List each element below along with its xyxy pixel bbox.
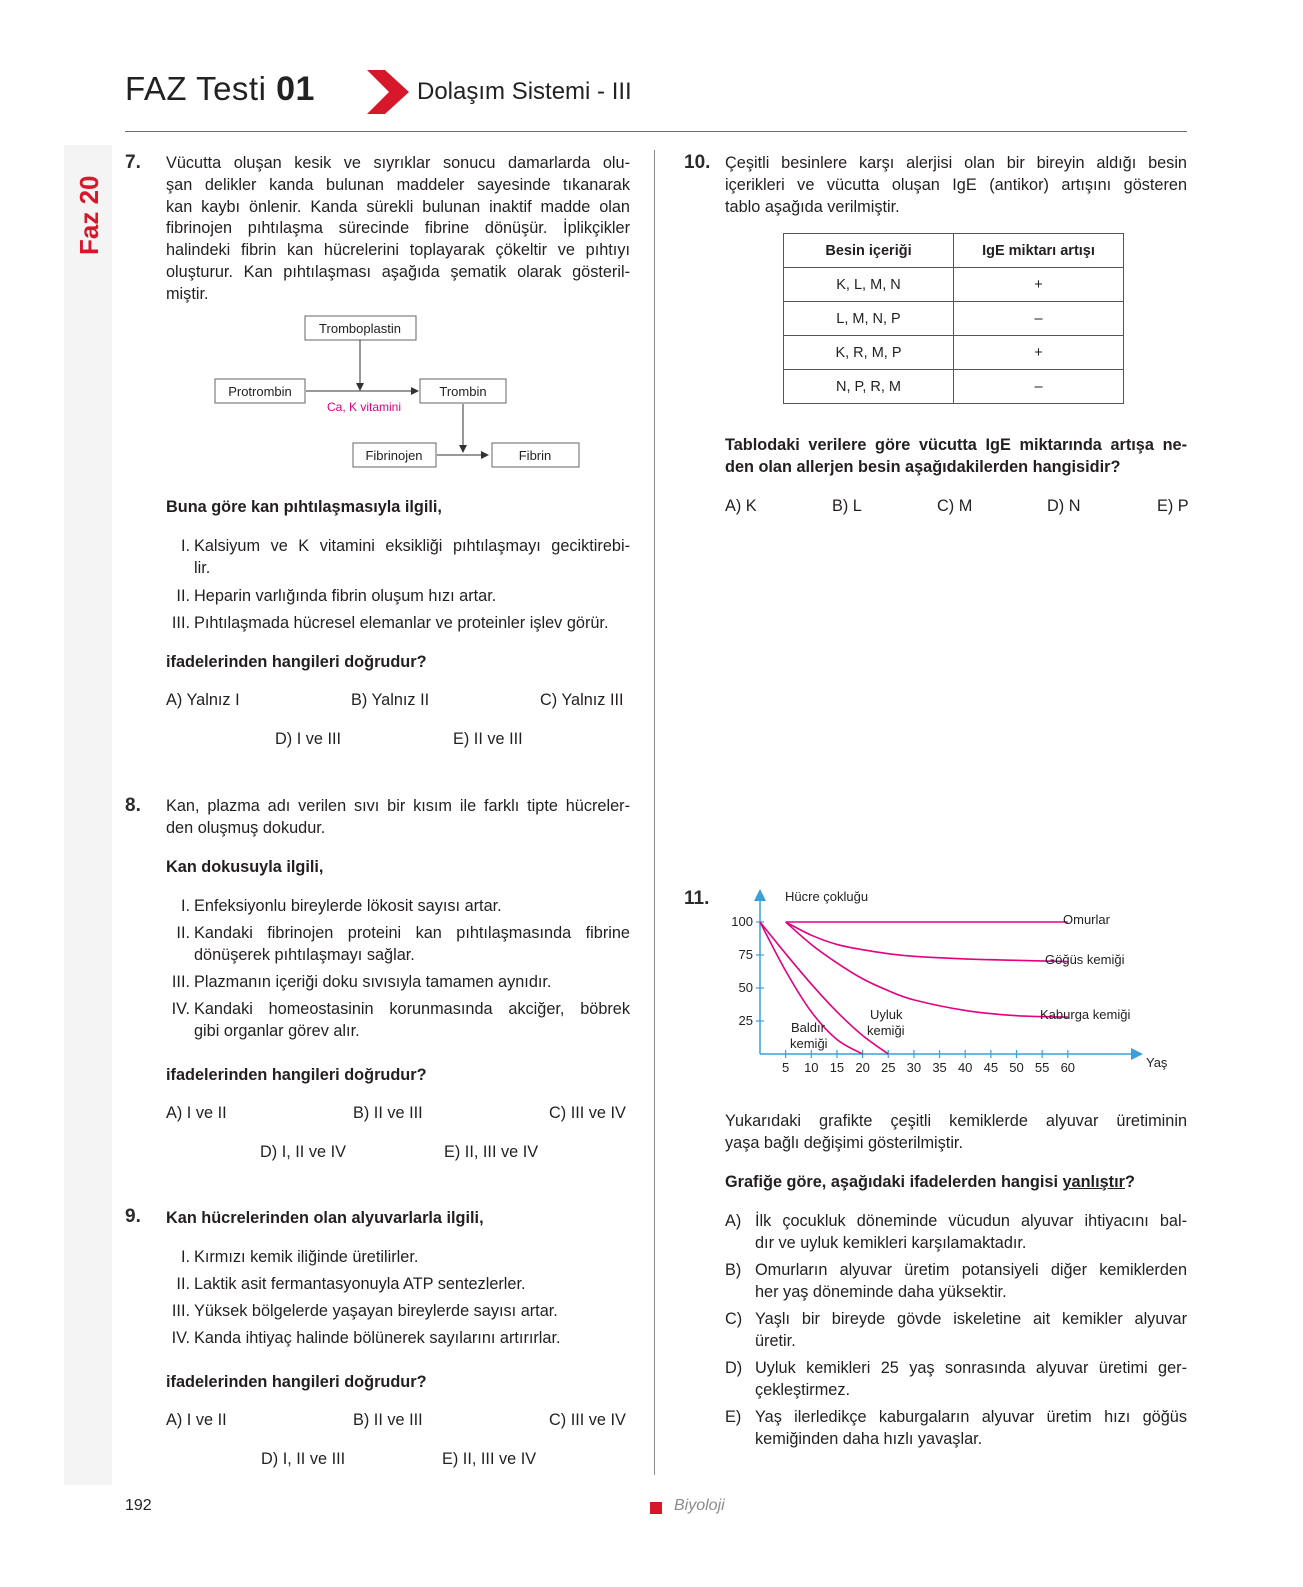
label-baldir-2: kemiği xyxy=(790,1036,828,1051)
q11-option-e[interactable] xyxy=(725,1407,1187,1451)
label-uyluk-1: Uyluk xyxy=(870,1007,903,1022)
x-tick-label: 15 xyxy=(829,1060,845,1075)
question-8-stem xyxy=(166,796,630,840)
statement-text: lir. xyxy=(194,558,211,577)
statement-numeral: I. xyxy=(180,897,190,915)
table-cell: L, M, N, P xyxy=(784,302,954,336)
label-uyluk-2: kemiği xyxy=(867,1023,905,1038)
y-tick-label: 75 xyxy=(738,947,753,962)
q11-option-c[interactable] xyxy=(725,1309,1187,1353)
statement-numeral: I. xyxy=(180,1248,190,1266)
q7-stem-line: oluşturur. Kan pıhtılaşması aşağıda şematik olarak gösteril- xyxy=(166,262,630,281)
q8-statement-1 xyxy=(180,896,630,918)
statement-numeral: II. xyxy=(176,924,190,942)
page-title xyxy=(125,70,315,109)
y-tick-label: 25 xyxy=(738,1013,753,1028)
q10-option-b[interactable]: B) L xyxy=(832,497,862,515)
option-letter: C) xyxy=(725,1310,743,1329)
q8-stem-line: Kan, plazma adı verilen sıvı bir kısım ile farklı tipte hücreler- xyxy=(166,797,630,815)
x-tick-label: 5 xyxy=(782,1060,790,1075)
statement-text: Plazmanın içeriği doku sıvısıyla tamamen aynıdır. xyxy=(194,973,552,991)
q9-statement-4 xyxy=(171,1328,630,1350)
q11-option-d[interactable] xyxy=(725,1358,1187,1402)
bone-rbc-chart xyxy=(731,884,1180,1089)
q7-option-d[interactable]: D) I ve III xyxy=(275,730,342,748)
q10-stem-line: Çeşitli besinlere karşı alerjisi olan bir bireyin aldığı besin xyxy=(725,154,1187,172)
question-9-prompt: Kan hücrelerinden olan alyuvarlarla ilgili, xyxy=(166,1209,484,1227)
label-baldir-1: Baldır xyxy=(791,1020,825,1035)
table-row xyxy=(784,336,1124,370)
q10-option-d[interactable]: D) N xyxy=(1047,497,1081,515)
q8-stem-line: den oluşmuş dokudur. xyxy=(166,818,326,837)
question-7-number: 7. xyxy=(125,152,141,173)
option-text: her yaş döneminde daha yüksektir. xyxy=(755,1282,1007,1301)
q9-option-a[interactable]: A) I ve II xyxy=(166,1411,227,1429)
table-cell: K, L, M, N xyxy=(784,268,954,302)
question-9-question: ifadelerinden hangileri doğrudur? xyxy=(166,1373,427,1391)
faz-20-badge xyxy=(72,150,106,260)
statement-text: Kandaki fibrinojen proteini kan pıhtılaşmasında fibrine xyxy=(194,924,630,942)
q11-option-b[interactable] xyxy=(725,1260,1187,1304)
statement-text: Laktik asit fermantasyonuyla ATP sentezlerler. xyxy=(194,1275,526,1293)
q8-statement-2 xyxy=(176,923,630,967)
title-number: 01 xyxy=(276,70,315,108)
x-tick-label: 55 xyxy=(1034,1060,1050,1075)
question-7-prompt: Buna göre kan pıhtılaşmasıyla ilgili, xyxy=(166,498,442,516)
x-tick-label: 25 xyxy=(881,1060,896,1075)
q10-stem-line: tablo aşağıda verilmiştir. xyxy=(725,197,900,216)
statement-numeral: III. xyxy=(171,973,190,991)
q8-statement-3 xyxy=(171,972,630,994)
q8-option-a[interactable]: A) I ve II xyxy=(166,1104,227,1122)
question-9-number: 9. xyxy=(125,1206,141,1227)
header-divider xyxy=(125,131,1187,132)
question-10-question xyxy=(725,435,1187,479)
option-text: Omurların alyuvar üretim potansiyeli diğer kemiklerden xyxy=(755,1261,1187,1280)
side-label: Faz 20 xyxy=(74,175,104,255)
page-subtitle: Dolaşım Sistemi - III xyxy=(417,78,632,105)
question-8-prompt: Kan dokusuyla ilgili, xyxy=(166,858,324,876)
statement-text: Heparin varlığında fibrin oluşum hızı artar. xyxy=(194,587,497,605)
q7-stem-line: şan delikler kanda bulunan maddeler sayesinde tıkanarak xyxy=(166,175,630,194)
q9-statement-1 xyxy=(180,1247,630,1269)
statement-numeral: IV. xyxy=(171,1000,190,1018)
q9-option-c[interactable]: C) III ve IV xyxy=(549,1411,626,1429)
trombin-label: Trombin xyxy=(439,384,487,399)
fibrinojen-label: Fibrinojen xyxy=(365,448,423,463)
question-8-question: ifadelerinden hangileri doğrudur? xyxy=(166,1066,427,1084)
statement-text: gibi organlar görev alır. xyxy=(194,1021,360,1040)
option-text: İlk çocukluk döneminde vücudun alyuvar ihtiyacını bal- xyxy=(755,1212,1187,1230)
table-header-row xyxy=(784,234,1124,268)
q11-question-text: Grafiğe göre, aşağıdaki ifadelerden hangisi xyxy=(725,1173,1063,1191)
side-strip xyxy=(64,145,112,1485)
q7-option-b[interactable]: B) Yalnız II xyxy=(351,691,430,709)
q8-statement-4 xyxy=(171,999,630,1043)
x-tick-label: 20 xyxy=(855,1060,870,1075)
q7-stem-line: kan kaybı önlenir. Kanda sürekli bulunan inaktif madde olan xyxy=(166,197,630,216)
question-10-number: 10. xyxy=(684,152,711,173)
q7-statement-3 xyxy=(171,613,634,635)
fibrin-label: Fibrin xyxy=(518,448,552,463)
statement-text: dönüşerek pıhtılaşmayı sağlar. xyxy=(194,945,415,964)
table-cell: + xyxy=(954,336,1124,370)
statement-numeral: III. xyxy=(171,614,190,632)
table-cell: K, R, M, P xyxy=(784,336,954,370)
q7-stem-line: halindeki fibrin kan hücrelerini toplayarak çökeltir ve pıhtıyı xyxy=(166,241,630,260)
q11-option-a[interactable] xyxy=(725,1211,1187,1255)
tromboplastin-label: Tromboplastin xyxy=(319,321,401,336)
q8-option-e[interactable]: E) II, III ve IV xyxy=(444,1143,539,1161)
table-cell: – xyxy=(954,370,1124,404)
statement-text: Yüksek bölgelerde yaşayan bireylerde sayısı artar. xyxy=(194,1302,558,1320)
option-text: çekleştirmez. xyxy=(755,1381,850,1400)
option-text: Yaşlı bir bireyde gövde iskeletine ait kemikler alyuvar xyxy=(755,1310,1187,1329)
x-tick-label: 40 xyxy=(957,1060,973,1075)
statement-numeral: IV. xyxy=(171,1329,190,1347)
chevron-right-icon xyxy=(365,68,411,116)
question-11-stem xyxy=(725,1111,1187,1155)
x-tick-label: 45 xyxy=(983,1060,999,1075)
y-tick-label: 50 xyxy=(738,980,753,995)
table-header: IgE miktarı artışı xyxy=(954,234,1124,268)
subject-marker xyxy=(650,1502,662,1514)
protrombin-label: Protrombin xyxy=(228,384,292,399)
title-prefix: FAZ Testi xyxy=(125,70,267,107)
statement-text: Pıhtılaşmada hücresel elemanlar ve proteinler işlev görür. xyxy=(194,614,609,632)
x-tick-label: 10 xyxy=(804,1060,819,1075)
y-tick-label: 100 xyxy=(731,914,753,929)
q7-option-a[interactable]: A) Yalnız I xyxy=(166,691,240,709)
statement-text: Enfeksiyonlu bireylerde lökosit sayısı artar. xyxy=(194,897,502,915)
q7-stem-line: fibrinojen pıhtılaşma sürecinde fibrine dönüşür. İplikçikler xyxy=(166,219,630,238)
option-text: kemiğinden daha hızlı yavaşlar. xyxy=(755,1430,983,1449)
q8-option-b[interactable]: B) II ve III xyxy=(353,1104,423,1122)
label-omurlar: Omurlar xyxy=(1063,912,1110,927)
statement-numeral: II. xyxy=(176,587,190,605)
question-11-number: 11. xyxy=(684,888,710,909)
q9-statement-2 xyxy=(176,1274,630,1296)
coagulation-diagram xyxy=(200,315,600,480)
question-8-number: 8. xyxy=(125,795,141,816)
series-line-g-s-kemi-i xyxy=(786,922,1068,962)
q7-statement-2 xyxy=(176,586,630,608)
q11-question-mark: ? xyxy=(1124,1173,1135,1191)
option-letter: D) xyxy=(725,1359,743,1378)
y-axis-label: Hücre çokluğu xyxy=(785,889,869,904)
q10-option-a[interactable]: A) K xyxy=(725,497,757,515)
q11-stem-line: yaşa bağlı değişimi gösterilmiştir. xyxy=(725,1133,963,1152)
option-text: üretir. xyxy=(755,1331,796,1350)
page-number: 192 xyxy=(125,1497,152,1514)
option-letter: A) xyxy=(725,1212,742,1230)
question-11-question xyxy=(725,1172,1135,1194)
statement-text: Kandaki homeostasinin korunmasında akciğer, böbrek xyxy=(194,1000,630,1018)
q9-statement-3 xyxy=(171,1301,630,1323)
q7-stem-line: miştir. xyxy=(166,284,209,303)
x-tick-label: 30 xyxy=(906,1060,922,1075)
q10-stem-line: içerikleri ve vücutta oluşan IgE (antikor) artışını gösteren xyxy=(725,175,1187,194)
option-letter: B) xyxy=(725,1261,742,1280)
q10-option-e[interactable]: E) P xyxy=(1157,497,1189,515)
q7-option-c[interactable]: C) Yalnız III xyxy=(540,691,624,709)
statement-numeral: I. xyxy=(180,537,190,555)
table-cell: N, P, R, M xyxy=(784,370,954,404)
q7-stem-line: Vücutta oluşan kesik ve sıyrıklar sonucu damarlarda olu- xyxy=(166,154,630,172)
option-text: Uyluk kemikleri 25 yaş sonrasında alyuvar üretimi ger- xyxy=(755,1359,1187,1378)
table-cell: – xyxy=(954,302,1124,336)
table-header: Besin içeriği xyxy=(784,234,954,268)
x-tick-label: 50 xyxy=(1009,1060,1024,1075)
statement-numeral: II. xyxy=(176,1275,190,1293)
question-7-stem xyxy=(166,153,630,306)
statement-text: Kanda ihtiyaç halinde bölünerek sayılarını artırırlar. xyxy=(194,1329,561,1347)
q10-option-c[interactable]: C) M xyxy=(937,497,973,515)
table-cell: + xyxy=(954,268,1124,302)
question-10-stem xyxy=(725,153,1187,218)
column-divider xyxy=(654,150,655,1475)
q7-statement-1 xyxy=(180,536,630,580)
q10-question-line: den olan allerjen besin aşağıdakilerden hangisidir? xyxy=(725,457,1121,476)
q11-stem-line: Yukarıdaki grafikte çeşitli kemiklerde alyuvar üretiminin xyxy=(725,1112,1187,1130)
q8-option-c[interactable]: C) III ve IV xyxy=(549,1104,626,1122)
table-row xyxy=(784,268,1124,302)
q7-option-e[interactable]: E) II ve III xyxy=(453,730,523,748)
q9-option-e[interactable]: E) II, III ve IV xyxy=(442,1450,537,1468)
option-text: dır ve uyluk kemikleri karşılamaktadır. xyxy=(755,1233,1027,1252)
option-letter: E) xyxy=(725,1408,742,1427)
q9-option-d[interactable]: D) I, II ve III xyxy=(261,1450,346,1468)
q11-question-underlined: yanlıştır xyxy=(1062,1173,1125,1191)
q9-option-b[interactable]: B) II ve III xyxy=(353,1411,423,1429)
label-gogus: Göğüs kemiği xyxy=(1045,952,1125,967)
question-7-question: ifadelerinden hangileri doğrudur? xyxy=(166,653,427,671)
table-row xyxy=(784,302,1124,336)
statement-text: Kırmızı kemik iliğinde üretilirler. xyxy=(194,1248,419,1266)
ige-table xyxy=(783,233,1124,404)
q8-option-d[interactable]: D) I, II ve IV xyxy=(260,1143,346,1161)
statement-text: Kalsiyum ve K vitamini eksikliği pıhtılaşmayı geciktirebi- xyxy=(194,537,630,555)
x-axis-label: Yaş xyxy=(1146,1055,1168,1070)
subject-label: Biyoloji xyxy=(674,1497,725,1514)
q10-question-line: Tablodaki verilere göre vücutta IgE miktarında artışa ne- xyxy=(725,436,1187,454)
label-kaburga: Kaburga kemiği xyxy=(1040,1007,1131,1022)
cofactor-label: Ca, K vitamini xyxy=(326,400,402,414)
x-tick-label: 60 xyxy=(1060,1060,1076,1075)
q11-options xyxy=(725,1211,1187,1451)
x-tick-label: 35 xyxy=(932,1060,947,1075)
table-row xyxy=(784,370,1124,404)
option-text: Yaş ilerledikçe kaburgaların alyuvar üretim hızı göğüs xyxy=(755,1408,1187,1427)
statement-numeral: III. xyxy=(171,1302,190,1320)
